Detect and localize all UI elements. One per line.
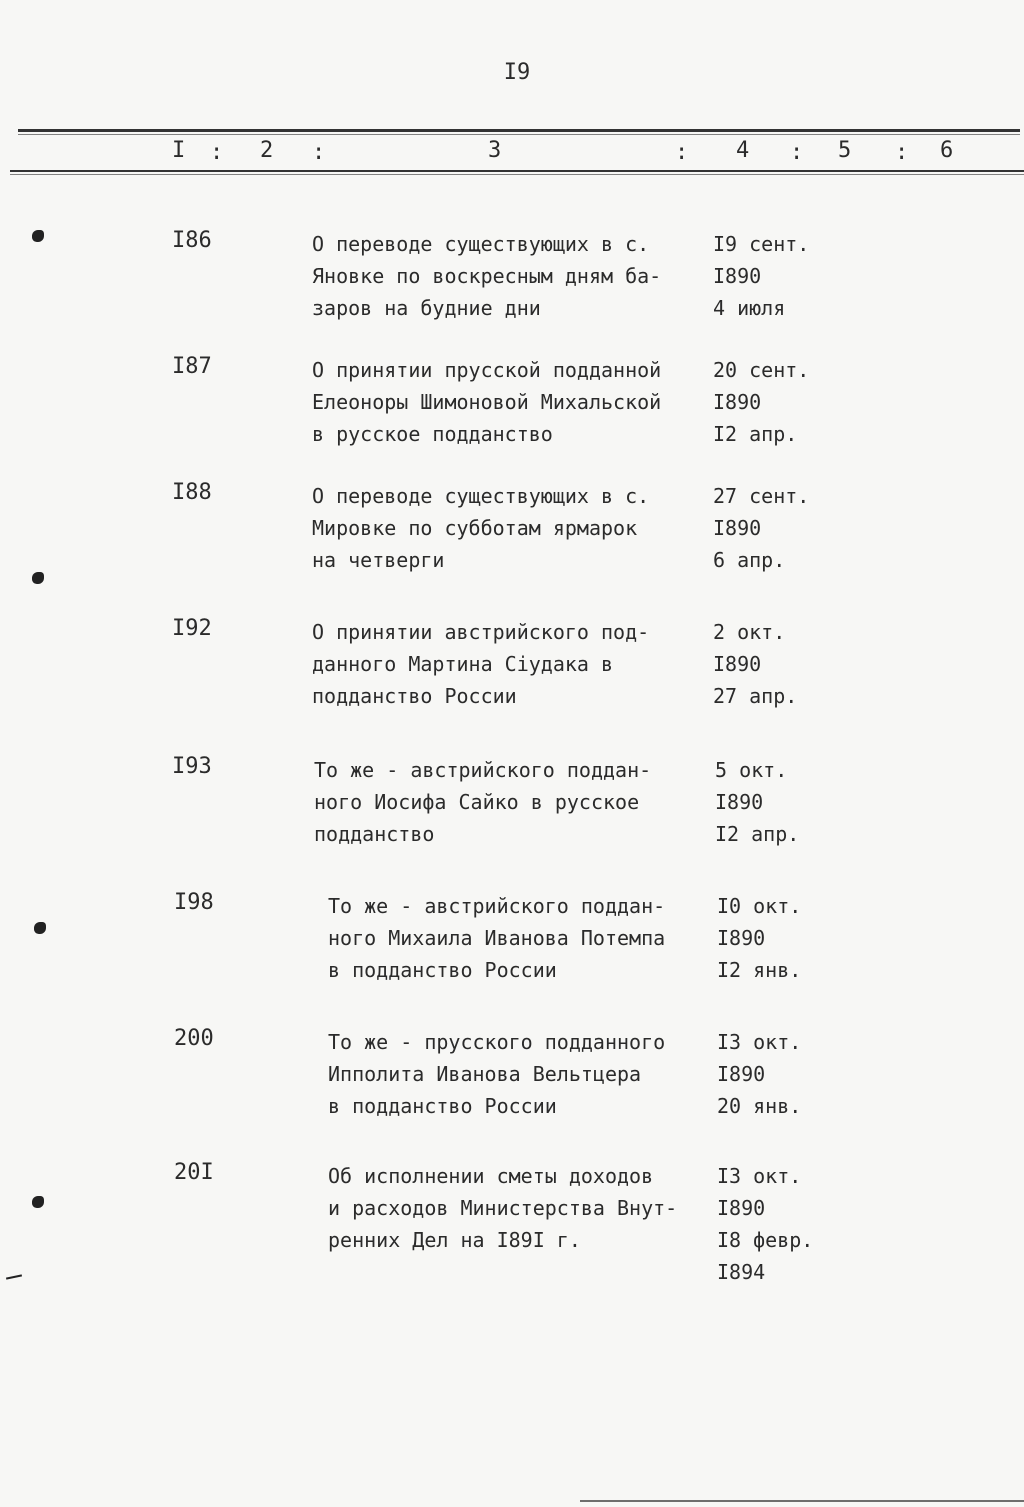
entry-number: I88 (172, 480, 212, 505)
entry-title (312, 480, 702, 576)
entry-dates (717, 1160, 813, 1288)
title-line: То же - прусского подданного (328, 1030, 666, 1054)
page-number: I9 (503, 60, 531, 85)
header-rule-bottom (10, 170, 1024, 172)
column-header-2: 2 (260, 138, 274, 163)
column-header-3: 3 (488, 138, 502, 163)
header-rule-top-thin (18, 134, 1020, 135)
date-line: I890 (717, 926, 766, 950)
entry-dates (713, 354, 809, 450)
date-line: I8 февр. (717, 1228, 814, 1252)
column-header-4: 4 (736, 138, 750, 163)
entry-title (312, 354, 702, 450)
entry-number: I93 (172, 754, 212, 779)
date-line: I2 апр. (713, 422, 798, 446)
title-line: О принятии австрийского под- (312, 620, 650, 644)
date-line: I890 (715, 790, 764, 814)
entry-number: 200 (174, 1026, 214, 1051)
header-rule-top (18, 129, 1020, 132)
entry-title (312, 616, 702, 712)
title-line: в подданство России (328, 958, 557, 982)
column-header-6: 6 (940, 138, 954, 163)
date-line: 20 сент. (713, 358, 810, 382)
date-line: I2 янв. (717, 958, 802, 982)
stray-mark (6, 1274, 22, 1279)
entry-title (328, 1160, 718, 1256)
entry-dates (717, 1026, 801, 1122)
entry-number: I92 (172, 616, 212, 641)
entry-dates (715, 754, 799, 850)
title-line: данного Мартина Сiудака в (312, 652, 614, 676)
column-separator: : (312, 140, 326, 165)
column-header-1: I (172, 138, 186, 163)
column-header-5: 5 (838, 138, 852, 163)
title-line: ного Иосифа Сайко в русское (314, 790, 640, 814)
date-line: 20 янв. (717, 1094, 802, 1118)
date-line: I2 апр. (715, 822, 800, 846)
date-line: 27 апр. (713, 684, 798, 708)
title-line: ренних Дел на I89I г. (328, 1228, 581, 1252)
title-line: подданство (314, 822, 435, 846)
title-line: на четверги (312, 548, 445, 572)
column-separator: : (675, 140, 689, 165)
date-line: 5 окт. (715, 758, 788, 782)
entry-title (312, 228, 702, 324)
date-line: 2 окт. (713, 620, 786, 644)
entry-number: I87 (172, 354, 212, 379)
title-line: Ипполита Иванова Вельтцера (328, 1062, 642, 1086)
title-line: Елеоноры Шимоновой Михальской (312, 390, 662, 414)
date-line: I3 окт. (717, 1030, 802, 1054)
entry-dates (717, 890, 801, 986)
punch-mark (32, 1196, 44, 1208)
title-line: в русское подданство (312, 422, 553, 446)
entry-number: 20I (174, 1160, 214, 1185)
punch-mark (32, 572, 44, 584)
title-line: Мировке по субботам ярмарок (312, 516, 638, 540)
date-line: I890 (713, 516, 762, 540)
punch-mark (34, 922, 46, 934)
date-line: I890 (713, 390, 762, 414)
entry-title (314, 754, 704, 850)
entry-number: I98 (174, 890, 214, 915)
title-line: ного Михаила Иванова Потемпа (328, 926, 666, 950)
entry-title (328, 890, 718, 986)
entry-number: I86 (172, 228, 212, 253)
header-rule-bottom-thin (10, 174, 1024, 175)
column-separator: : (895, 140, 909, 165)
title-line: Об исполнении сметы доходов (328, 1164, 654, 1188)
date-line: I890 (717, 1062, 766, 1086)
title-line: Яновке по воскресным дням ба- (312, 264, 662, 288)
title-line: О переводе существующих в с. (312, 232, 650, 256)
title-line: подданство России (312, 684, 517, 708)
column-separator: : (790, 140, 804, 165)
title-line: О принятии прусской подданной (312, 358, 662, 382)
date-line: I890 (713, 264, 762, 288)
date-line: 27 сент. (713, 484, 810, 508)
date-line: I890 (717, 1196, 766, 1220)
entry-title (328, 1026, 718, 1122)
entry-dates (713, 228, 809, 324)
title-line: То же - австрийского поддан- (314, 758, 652, 782)
date-line: 4 июля (713, 296, 786, 320)
date-line: I894 (717, 1260, 766, 1284)
title-line: и расходов Министерства Внут- (328, 1196, 678, 1220)
title-line: О переводе существующих в с. (312, 484, 650, 508)
date-line: I9 сент. (713, 232, 810, 256)
punch-mark (32, 230, 44, 242)
date-line: I890 (713, 652, 762, 676)
footer-rule (580, 1500, 1024, 1502)
title-line: заров на будние дни (312, 296, 541, 320)
entry-dates (713, 480, 809, 576)
column-separator: : (210, 140, 224, 165)
date-line: I0 окт. (717, 894, 802, 918)
date-line: I3 окт. (717, 1164, 802, 1188)
entry-dates (713, 616, 797, 712)
title-line: в подданство России (328, 1094, 557, 1118)
date-line: 6 апр. (713, 548, 786, 572)
title-line: То же - австрийского поддан- (328, 894, 666, 918)
